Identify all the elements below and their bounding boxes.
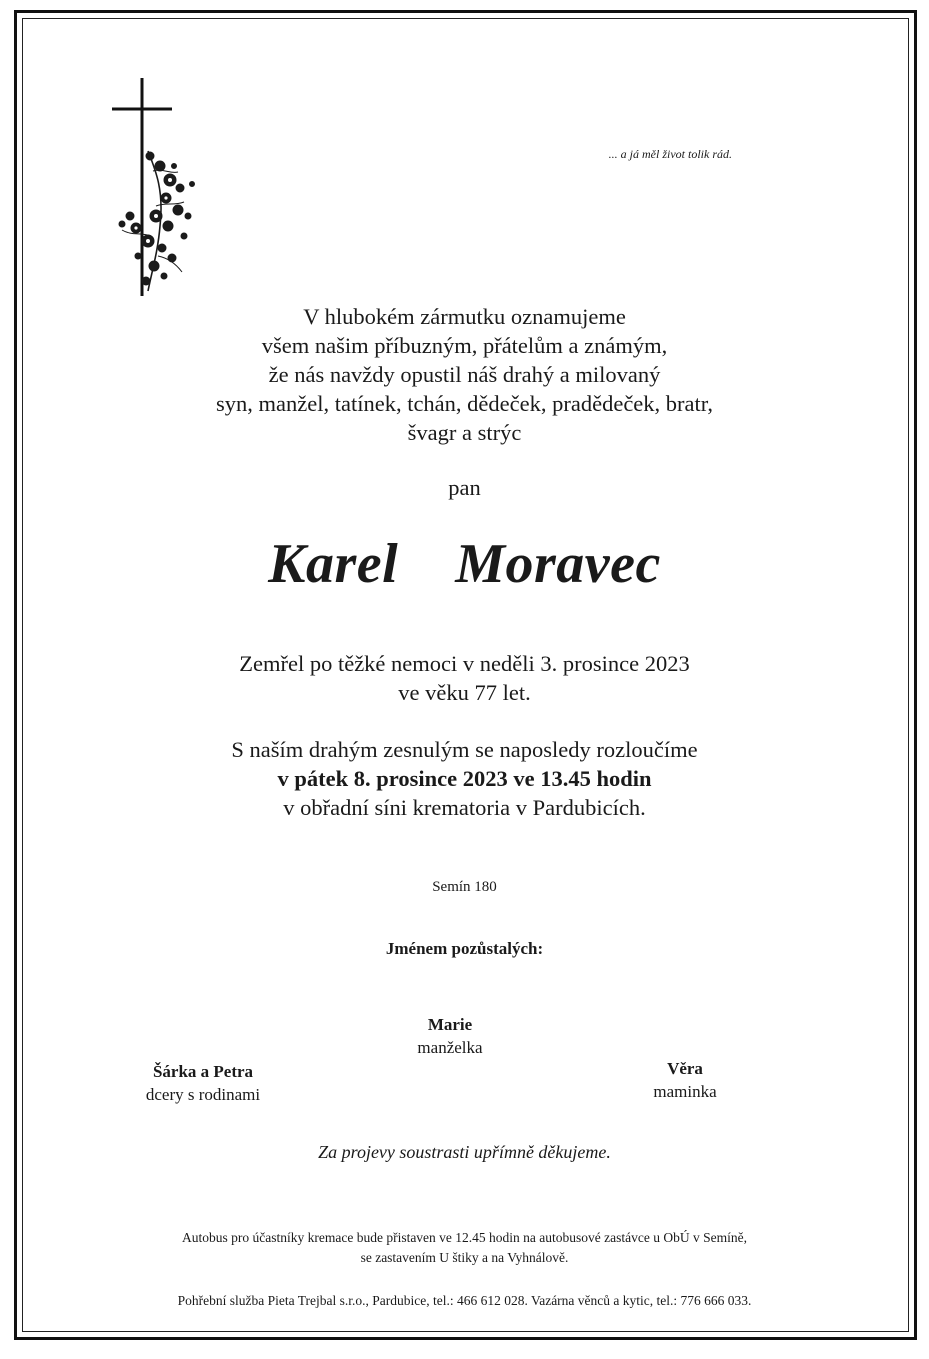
death-line: Zemřel po těžké nemoci v neděli 3. prosince 2023 bbox=[239, 651, 690, 676]
mourner-sarka-petra bbox=[113, 1060, 293, 1106]
announcement-line: V hlubokém zármutku oznamujeme bbox=[303, 304, 626, 329]
behalf-heading: Jménem pozůstalých: bbox=[385, 939, 544, 958]
announcement-line: všem našim příbuzným, přátelům a známým, bbox=[261, 333, 668, 358]
bus-line: se zastavením U štiky a na Vyhnálově. bbox=[360, 1250, 569, 1265]
announcement-line: že nás navždy opustil náš drahý a milovaný bbox=[268, 362, 661, 387]
mourner-vera bbox=[620, 1057, 750, 1103]
death-line: ve věku 77 let. bbox=[398, 680, 531, 705]
mourner-relation: maminka bbox=[653, 1082, 717, 1101]
motto: ... a já měl život tolik rád. bbox=[608, 147, 732, 161]
mourner-name: Šárka a Petra bbox=[152, 1062, 254, 1081]
mourner-relation: manželka bbox=[417, 1038, 483, 1057]
farewell-date-time: v pátek 8. prosince 2023 ve 13.45 hodin bbox=[277, 766, 652, 791]
cross-with-flowers-icon bbox=[108, 76, 208, 298]
farewell-notice bbox=[0, 735, 929, 822]
bus-line: Autobus pro účastníky kremace bude přistaven ve 12.45 hodin na autobusové zastávce u ObÚ v Semíně, bbox=[182, 1230, 747, 1245]
mourner-relation: dcery s rodinami bbox=[145, 1085, 261, 1104]
farewell-location: v obřadní síni krematoria v Pardubicích. bbox=[283, 795, 646, 820]
announcement-line: syn, manžel, tatínek, tchán, dědeček, pradědeček, bratr, bbox=[216, 391, 713, 416]
mourner-name: Věra bbox=[667, 1059, 703, 1078]
announcement-line: švagr a strýc bbox=[407, 420, 522, 445]
announcement bbox=[0, 302, 929, 447]
bus-notice bbox=[0, 1228, 929, 1268]
mourner-name: Marie bbox=[427, 1015, 473, 1034]
deceased-name: Karel Moravec bbox=[268, 533, 661, 595]
salutation: pan bbox=[448, 475, 481, 500]
funeral-service-footer: Pohřební služba Pieta Trejbal s.r.o., Pardubice, tel.: 466 612 028. Vazárna věnců a kytic, tel.: 776 666 033. bbox=[177, 1293, 752, 1308]
mourner-marie bbox=[380, 1013, 520, 1059]
farewell-line: S naším drahým zesnulým se naposledy rozloučíme bbox=[231, 737, 698, 762]
death-notice bbox=[0, 649, 929, 707]
thanks-note: Za projevy soustrasti upřímně děkujeme. bbox=[318, 1142, 611, 1162]
address: Semín 180 bbox=[432, 879, 497, 895]
